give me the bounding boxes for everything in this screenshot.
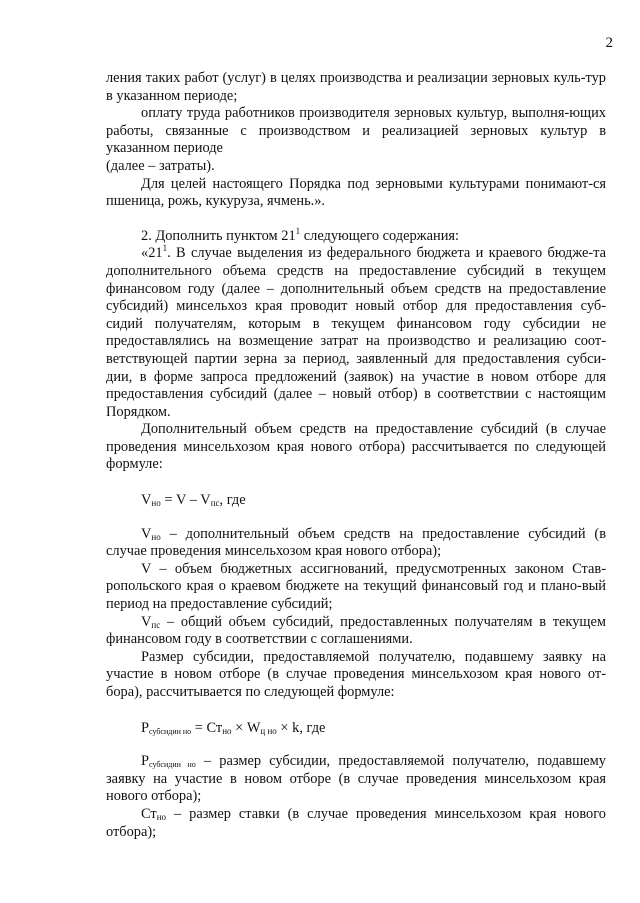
p13-st-sub: но [156, 811, 167, 822]
formula-1-v-sub: но [151, 498, 161, 509]
p5-suffix: следующего содержания: [300, 227, 460, 244]
paragraph-10 [106, 614, 606, 649]
p8-v: V [141, 525, 152, 542]
formula-1-vps-sub: пс [210, 498, 220, 509]
paragraph-4: Для целей настоящего Порядка под зерновыми культурами понимают-ся пшеница, рожь, кукуруза, ячмень.». [106, 175, 606, 210]
p6-prefix: «21 [141, 245, 163, 262]
paragraph-12 [106, 753, 606, 806]
formula-1-eq: = V – V [160, 492, 211, 509]
paragraph-7: Дополнительный объем средств на предоставление субсидий (в случае проведения минсельхозом края нового отбора) рассчитывается по следующей формуле: [106, 421, 606, 473]
p10-text: – общий объем субсидий, предоставленных получателям в текущем финансовом году в соответствии с соглашениями. [106, 613, 606, 648]
paragraph-5 [106, 225, 606, 246]
formula-1-end: , где [219, 492, 246, 509]
formula-2 [106, 720, 606, 738]
formula-2-st-sub: но [222, 725, 232, 736]
formula-2-w-sub: ц но [260, 725, 277, 736]
p12-p: Р [141, 753, 150, 770]
paragraph-3: (далее – затраты). [106, 157, 215, 174]
p8-v-sub: но [151, 531, 161, 542]
p8-text: – дополнительный объем средств на предоставление субсидий (в случае проведения минсельхозом края нового отбора); [106, 525, 606, 560]
formula-2-p: Р [141, 719, 150, 736]
p5-superscript: 1 [295, 225, 301, 236]
document-body [106, 70, 606, 841]
paragraph-11: Размер субсидии, предоставляемой получателю, подавшему заявку на участие в новом отборе (в случае проведения минсельхозом края нового от-бора), рассчитывается по следующей формуле: [106, 648, 606, 700]
paragraph-9: V – объем бюджетных ассигнований, предусмотренных законом Став-ропольского края о краевом бюджете на текущий финансовый год и плано-вый период на предоставление субсидий; [106, 560, 606, 613]
p10-v-sub: пс [151, 619, 161, 630]
page-number: 2 [605, 35, 613, 51]
formula-2-p-sub: субсидии но [149, 726, 192, 736]
formula-1 [106, 492, 606, 510]
paragraph-8 [106, 526, 606, 561]
p12-p-sub: субсидии но [149, 760, 196, 770]
paragraph-13 [106, 806, 606, 841]
p6-suffix: . В случае выделения из федерального бюджета и краевого бюдже-та дополнительного объема средств на предоставление субсидий в текущем финансовом году (далее – дополнительный объем средств на предоставление субсидий) минсельхоз края проводит новый отбор для предоставления суб-сидий получателям, которым в текущем финансовом году субсидии не предоставлялись на возмещение затрат на производство и реализацию соот-ветствующей партии зерна за период, заявленный для предоставления субси-дии, в форме запроса предложений (заявок) на участие в новом отборе для предоставления субсидий (далее – новый отбор) в соответствии с настоящим Порядком. [106, 245, 606, 420]
formula-1-v: V [141, 492, 152, 509]
p13-text: – размер ставки (в случае проведения минсельхозом края нового отбора); [106, 805, 606, 840]
p12-text: – размер субсидии, предоставляемой получателю, подавшему заявку на участие в новом отборе (в случае проведения минсельхозом края нового отбора); [106, 753, 606, 805]
p6-superscript: 1 [162, 243, 168, 254]
formula-2-end: × k, где [276, 719, 326, 736]
formula-2-eq: = Ст [191, 719, 223, 736]
formula-2-times-w: × W [231, 719, 261, 736]
p10-v: V [141, 613, 152, 630]
paragraph-2: оплату труда работников производителя зерновых культур, выполня-ющих работы, связанные с производством и реализацией зерновых культур в указанном периоде [106, 105, 606, 157]
p5-prefix: 2. Дополнить пунктом 21 [141, 227, 296, 244]
p13-st: Ст [141, 805, 157, 822]
paragraph-6 [106, 245, 606, 421]
paragraph-1: ления таких работ (услуг) в целях производства и реализации зерновых куль-тур в указанном периоде; [106, 70, 606, 104]
